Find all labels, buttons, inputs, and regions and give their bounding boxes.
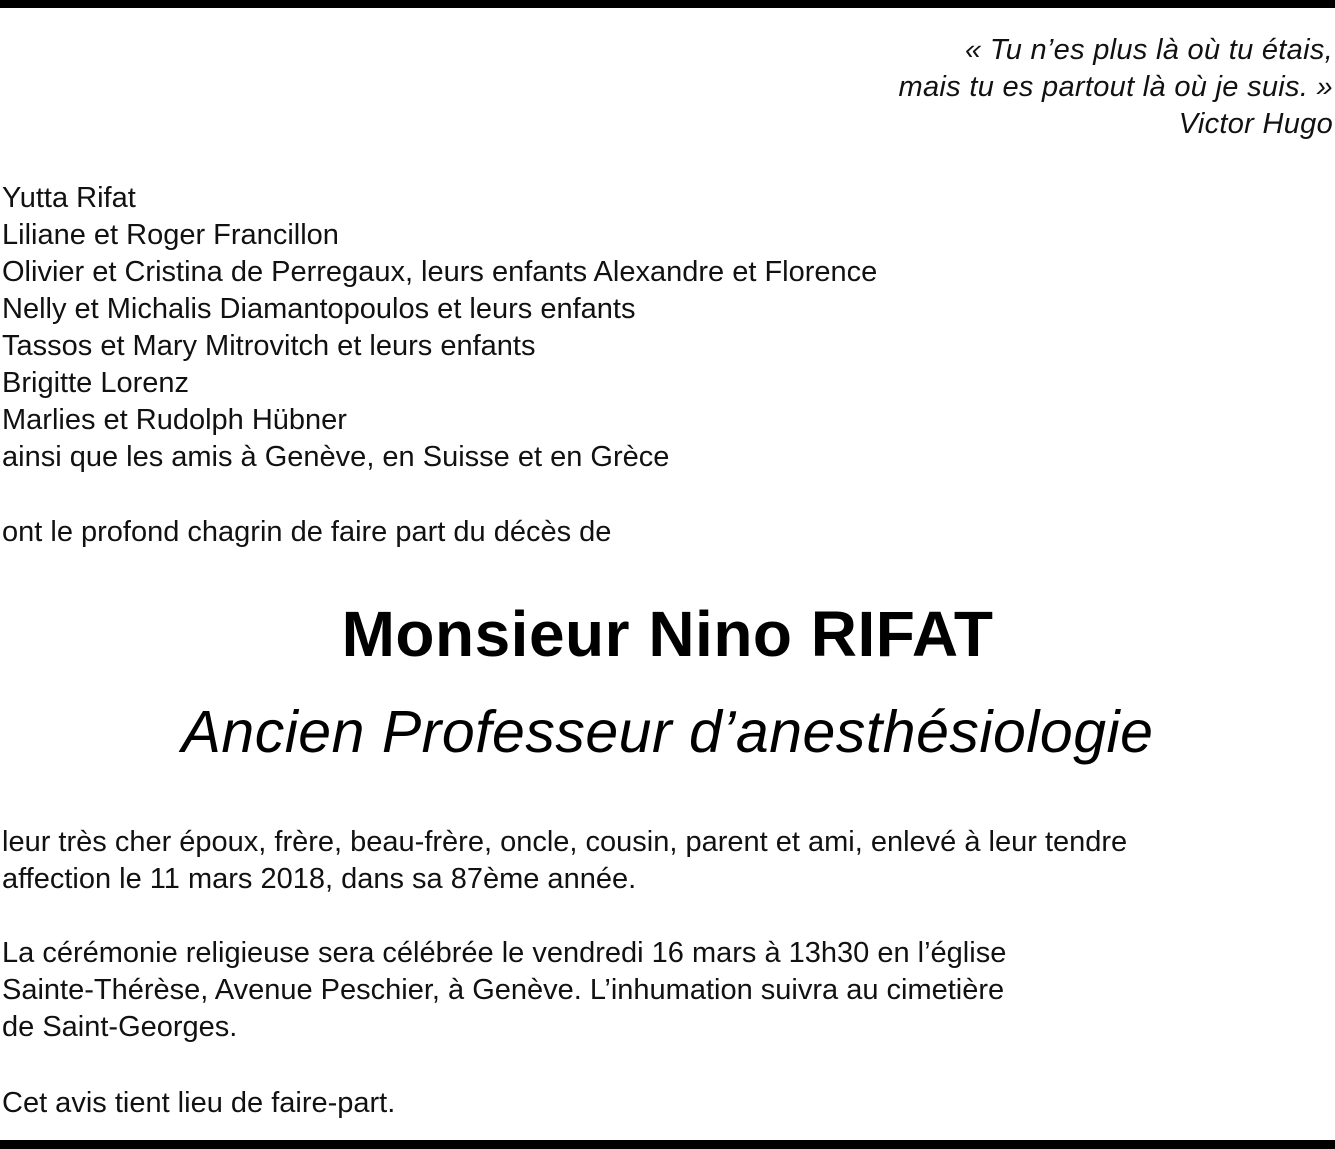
top-border-rule — [0, 0, 1335, 8]
tribute-paragraph — [2, 824, 1127, 898]
mourner-line: Yutta Rifat — [2, 182, 136, 214]
quote-line-1: « Tu n’es plus là où tu étais, — [965, 34, 1333, 66]
mourner-line: Marlies et Rudolph Hübner — [2, 404, 347, 436]
quote-author: Victor Hugo — [1178, 108, 1333, 140]
epigraph-quote — [899, 32, 1333, 143]
bottom-border-rule — [0, 1140, 1335, 1149]
deceased-title: Ancien Professeur d’anesthésiologie — [181, 699, 1154, 765]
ceremony-line-3: de Saint-Georges. — [2, 1011, 238, 1043]
mourner-line: Olivier et Cristina de Perregaux, leurs enfants Alexandre et Florence — [2, 256, 878, 288]
tribute-line-1: leur très cher époux, frère, beau-frère, oncle, cousin, parent et ami, enlevé à leur tendre — [2, 826, 1128, 858]
ceremony-line-1: La cérémonie religieuse sera célébrée le vendredi 16 mars à 13h30 en l’église — [2, 937, 1007, 969]
quote-line-2: mais tu es partout là où je suis. » — [898, 71, 1333, 103]
deceased-name: Monsieur Nino RIFAT — [341, 598, 994, 670]
mourner-line: Nelly et Michalis Diamantopoulos et leurs enfants — [2, 293, 636, 325]
closing-note: Cet avis tient lieu de faire-part. — [2, 1087, 396, 1119]
mourners-list — [2, 180, 877, 476]
mourner-line: Liliane et Roger Francillon — [2, 219, 339, 251]
announcement-text: ont le profond chagrin de faire part du décès de — [2, 516, 612, 548]
ceremony-paragraph — [2, 935, 1006, 1046]
mourner-line: ainsi que les amis à Genève, en Suisse et en Grèce — [2, 441, 670, 473]
mourner-line: Tassos et Mary Mitrovitch et leurs enfants — [2, 330, 536, 362]
mourner-line: Brigitte Lorenz — [2, 367, 189, 399]
tribute-line-2: affection le 11 mars 2018, dans sa 87ème année. — [2, 863, 637, 895]
ceremony-line-2: Sainte-Thérèse, Avenue Peschier, à Genève. L’inhumation suivra au cimetière — [2, 974, 1005, 1006]
